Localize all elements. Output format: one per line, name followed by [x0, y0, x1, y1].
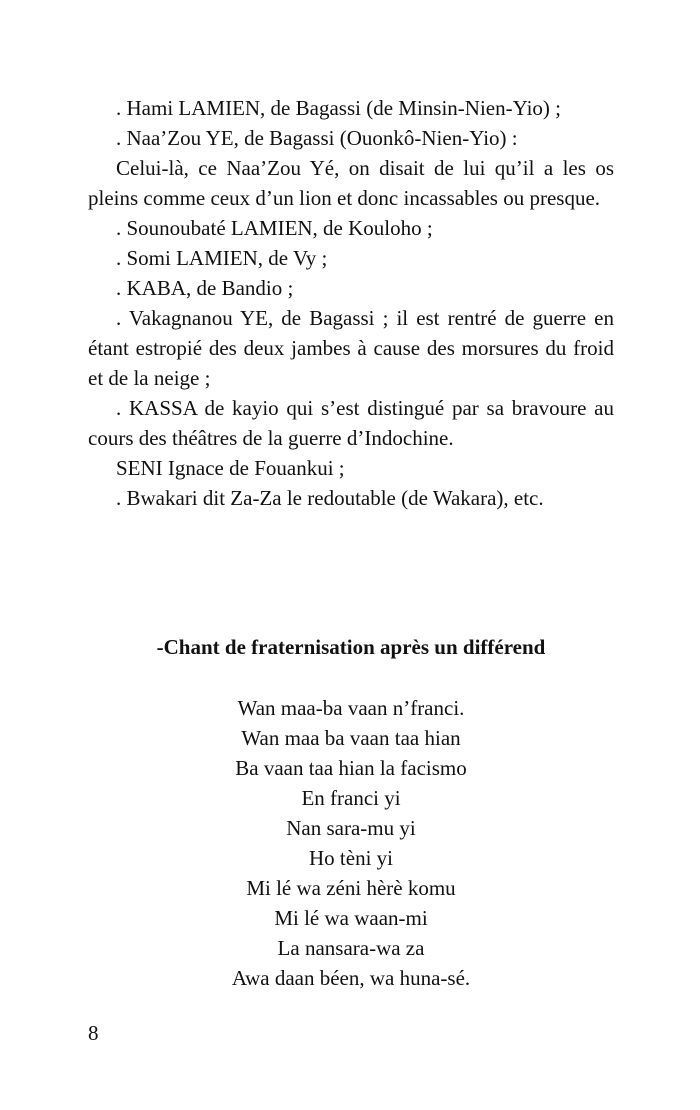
poem-line: Wan maa-ba vaan n’franci. — [237, 696, 465, 720]
list-item: . Vakagnanou YE, de Bagassi ; il est rentré de guerre en étant estropié des deux jambes à cause des morsures du froid et de la neige ; — [88, 306, 614, 390]
poem-line: Wan maa ba vaan taa hian — [241, 726, 461, 750]
poem-line: En franci yi — [301, 786, 401, 810]
section-heading: -Chant de fraternisation après un différend — [156, 635, 546, 659]
poem-line: Ho tèni yi — [309, 846, 393, 870]
poem — [88, 693, 614, 993]
poem-line: Nan sara-mu yi — [286, 816, 416, 840]
poem-line: Ba vaan taa hian la facismo — [235, 756, 467, 780]
list-item: . Somi LAMIEN, de Vy ; — [116, 246, 328, 270]
paragraph: Celui-là, ce Naa’Zou Yé, on disait de lui qu’il a les os pleins comme ceux d’un lion et donc incassables ou presque. — [88, 156, 614, 210]
list-item: . KABA, de Bandio ; — [116, 276, 294, 300]
poem-line: Mi lé wa waan-mi — [274, 906, 428, 930]
list-item: . KASSA de kayio qui s’est distingué par sa bravoure au cours des théâtres de la guerre d’Indochine. — [88, 396, 614, 450]
poem-line: Mi lé wa zéni hèrè komu — [246, 876, 456, 900]
poem-line: Awa daan béen, wa huna-sé. — [231, 966, 471, 990]
poem-line: La nansara-wa za — [277, 936, 425, 960]
list-item: . Sounoubaté LAMIEN, de Kouloho ; — [116, 216, 433, 240]
list-item: . Bwakari dit Za-Za le redoutable (de Wakara), etc. — [116, 486, 544, 510]
list-item: . Hami LAMIEN, de Bagassi (de Minsin-Nien-Yio) ; — [116, 96, 562, 120]
body-text — [88, 93, 614, 513]
page-number: 8 — [88, 1021, 99, 1045]
list-item: . Naa’Zou YE, de Bagassi (Ouonkô-Nien-Yio) : — [116, 126, 518, 150]
list-item: SENI Ignace de Fouankui ; — [116, 456, 345, 480]
